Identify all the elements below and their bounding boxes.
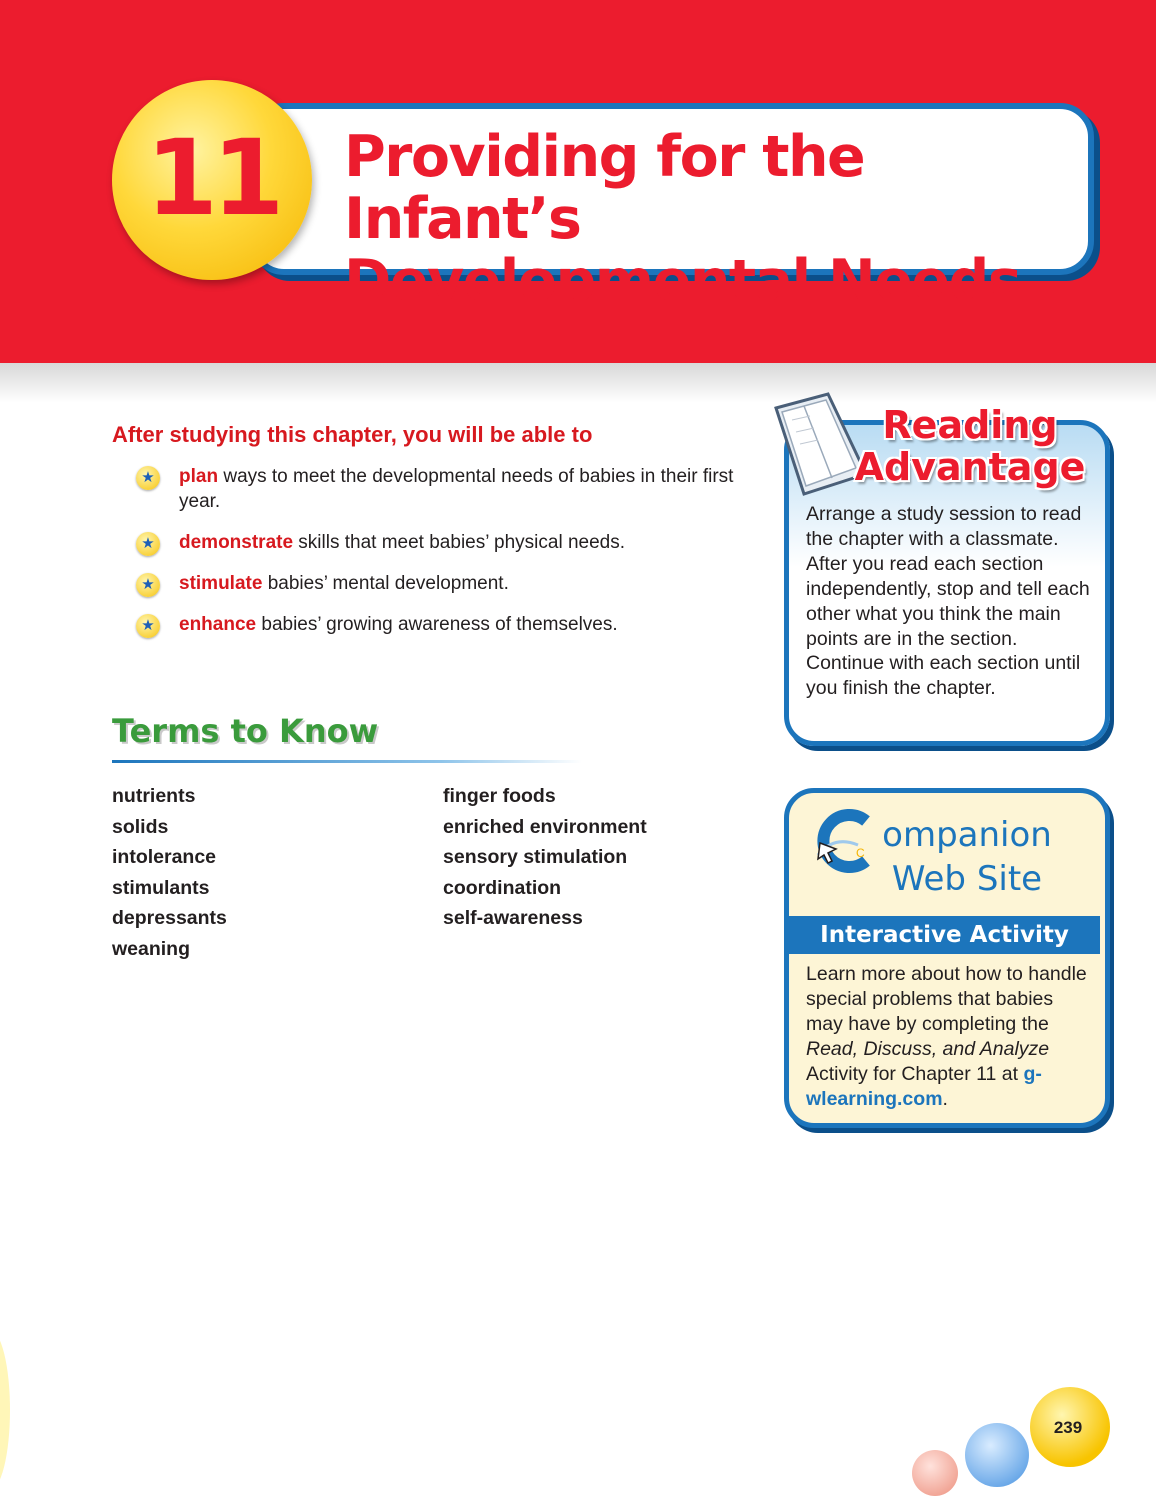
interactive-activity-bar: Interactive Activity — [789, 916, 1100, 954]
chapter-title-line2: Developmental Needs — [344, 248, 1021, 314]
term-item: coordination — [443, 876, 562, 899]
reading-advantage-title — [845, 404, 1095, 488]
reading-advantage-title-line1: Reading — [882, 403, 1058, 447]
chapter-title — [344, 126, 1074, 312]
star-icon: ★ — [136, 614, 160, 638]
objective-verb: demonstrate — [179, 532, 294, 553]
term-item: weaning — [112, 937, 191, 960]
terms-divider — [112, 760, 582, 763]
objective-text — [179, 530, 749, 555]
term-item: depressants — [112, 907, 227, 930]
objective-verb: plan — [179, 466, 219, 487]
term-item: finger foods — [443, 785, 556, 807]
companion-title-line2: Web Site — [891, 859, 1043, 899]
term-item: stimulants — [112, 876, 210, 899]
star-icon: ★ — [136, 573, 160, 597]
objectives-heading: After studying this chapter, you will be able to — [112, 422, 593, 447]
star-icon: ★ — [136, 466, 160, 490]
term-item: sensory stimulation — [443, 846, 628, 869]
objective-verb: enhance — [179, 614, 257, 635]
term-item: nutrients — [112, 785, 196, 807]
objective-rest: babies’ mental development. — [262, 573, 509, 594]
terms-column-1 — [112, 781, 227, 965]
chapter-number: 11 — [145, 117, 279, 239]
cursor-c-logo-letter: C — [856, 846, 865, 860]
page-number: 239 — [1053, 1418, 1083, 1437]
decorative-circle — [912, 1450, 958, 1496]
companion-body-italic: Read, Discuss, and Analyze — [806, 1037, 1050, 1060]
terms-heading: Terms to Know — [112, 712, 379, 750]
term-item: self-awareness — [443, 907, 583, 930]
objective-rest: skills that meet babies’ physical needs. — [293, 532, 625, 553]
decorative-shape — [0, 1330, 10, 1490]
term-item: enriched environment — [443, 815, 647, 838]
companion-title-line1: ompanion — [882, 815, 1052, 855]
objective-text — [179, 571, 749, 596]
objective-rest: babies’ growing awareness of themselves. — [256, 614, 618, 635]
term-item: solids — [112, 815, 169, 838]
companion-body-text: Activity for Chapter 11 at — [806, 1062, 1024, 1085]
chapter-title-line1: Providing for the Infant’s — [344, 124, 865, 252]
companion-body-text: . — [942, 1087, 948, 1110]
term-item: intolerance — [112, 846, 217, 869]
decorative-circle — [965, 1423, 1029, 1487]
terms-column-2 — [443, 781, 647, 934]
companion-body-text: Learn more about how to handle special problems that babies may have by completing the — [806, 963, 1087, 1035]
objective-text — [179, 612, 749, 637]
objective-verb: stimulate — [179, 573, 263, 594]
companion-body — [806, 962, 1092, 1111]
reading-advantage-title-line2: Advantage — [854, 445, 1086, 489]
companion-link[interactable]: g-wlearning.com — [806, 1062, 1042, 1110]
star-icon: ★ — [136, 532, 160, 556]
reading-advantage-body: Arrange a study session to read the chapter with a classmate. After you read each section independently, stop and tell each other what you think the main points are in the section. Continue with each section until you finish the chapter. — [806, 503, 1090, 700]
companion-title — [842, 813, 1092, 901]
objective-text — [179, 464, 749, 514]
objective-rest: ways to meet the developmental needs of babies in their first year. — [179, 466, 734, 512]
banner-shadow — [0, 363, 1156, 403]
